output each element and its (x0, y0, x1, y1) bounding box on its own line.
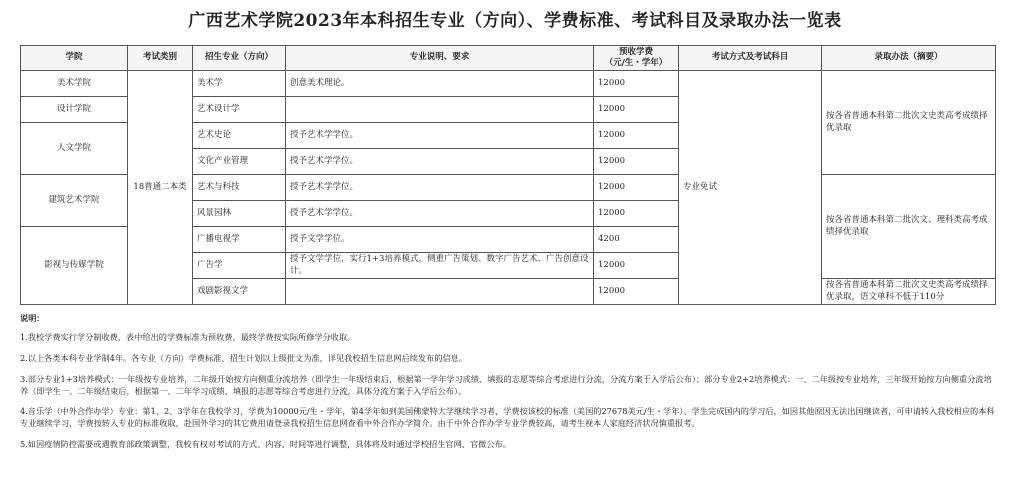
college-cell: 设计学院 (21, 97, 128, 123)
tuition-cell: 12000 (594, 149, 679, 175)
college-cell: 影视与传媒学院 (21, 227, 128, 305)
header-category: 考试类别 (128, 46, 193, 71)
note-item: 5.如因疫情防控需要或遇教育部政策调整，我校有权对考试的方式、内容、时间等进行调整，具体将及时通过学校招生官网、官微公布。 (20, 439, 511, 450)
notes-section (20, 313, 995, 460)
major-cell: 艺术史论 (193, 123, 286, 149)
note-item: 1.我校学费实行学分制收费，表中给出的学费标准为预收费，最终学费按实际所修学分收取。 (20, 331, 356, 342)
admission-cell: 按各省普通本科第二批次文史类高考成绩择优录取，语文单科不低于110分 (822, 279, 996, 305)
desc-cell: 授予文学学位。 (286, 227, 594, 253)
header-major: 招生专业（方向） (193, 46, 286, 71)
desc-cell: 授予文学学位，实行1+3培养模式，侧重广告策划、数字广告艺术、广告创意设计。 (286, 253, 594, 279)
major-cell: 艺术与科技 (193, 175, 286, 201)
admission-cell: 按各省普通本科第二批次文、理科类高考成绩择优录取 (822, 175, 996, 279)
header-admission: 录取办法（摘要） (822, 46, 996, 71)
college-cell: 人文学院 (21, 123, 128, 175)
tuition-cell: 12000 (594, 201, 679, 227)
header-desc: 专业说明、要求 (286, 46, 594, 71)
tuition-cell: 12000 (594, 175, 679, 201)
exam-cell: 专业免试 (679, 71, 822, 305)
admission-cell: 按各省普通本科第二批次文史类高考成绩择优录取 (822, 71, 996, 175)
college-cell: 建筑艺术学院 (21, 175, 128, 227)
tuition-cell: 4200 (594, 227, 679, 253)
tuition-cell: 12000 (594, 123, 679, 149)
major-cell: 艺术设计学 (193, 97, 286, 123)
header-tuition (594, 46, 679, 71)
major-cell: 文化产业管理 (193, 149, 286, 175)
desc-cell (286, 97, 594, 123)
desc-cell: 创意美术理论。 (286, 71, 594, 97)
note-item: 2.以上各类本科专业学制4年。各专业（方向）学费标准、招生计划以上级批文为准，详见我校招生信息网后续发布的信息。 (20, 352, 467, 363)
category-cell: 18普通二本类 (128, 71, 193, 305)
table-row (21, 71, 996, 97)
major-cell: 美术学 (193, 71, 286, 97)
note-item: 4.音乐学（中外合作办学）专业：第1、2、3学年在我校学习，学费为10000元/生・学年，第4学年如到美国佛蒙特大学继续学习者，学费按该校的标准（美国的27678美元/生・学年）。学生完成国内的学习后，如因其他原因无法出国继读者，可申请转入我校相应的本科专业继续学习，学费按转入专业的标准收取，赴国外学习的其它费用请登录我校招生信息网查看中外合作办学简介。由于中外合作办学专业学费较高，请考生视本人家庭经济状况慎重报考。 (20, 406, 995, 429)
tuition-cell: 12000 (594, 279, 679, 305)
header-tuition-line1: 预收学费 (618, 46, 653, 57)
desc-cell: 授予艺术学学位。 (286, 123, 594, 149)
college-cell: 美术学院 (21, 71, 128, 97)
desc-cell: 授予艺术学学位。 (286, 149, 594, 175)
admission-table (20, 45, 996, 305)
note-item: 3.部分专业1+3培养模式：一年级按专业培养，二年级开始按方向侧重分流培养（即学生一年级结束后，根据第一学年学习成绩、填报的志愿等综合考虑进行分流，分流方案于入学后公布）；部分专业2+2培养模式：一、二年级按专业培养，三年级开始按方向侧重分流培养（即学生一、二年级结束后，根据第一、二年学习成绩、填报的志愿等综合考虑进行分流，具体分流方案于入学后公布）。 (20, 373, 992, 396)
notes-heading: 说明： (20, 313, 45, 323)
page-title: 广西艺术学院2023年本科招生专业（方向）、学费标准、考试科目及录取办法一览表 (188, 11, 842, 31)
tuition-cell: 12000 (594, 71, 679, 97)
header-college: 学院 (21, 46, 128, 71)
table-header-row (21, 46, 996, 71)
major-cell: 戏剧影视文学 (193, 279, 286, 305)
desc-cell: 授予艺术学学位。 (286, 175, 594, 201)
desc-cell (286, 279, 594, 305)
major-cell: 风景园林 (193, 201, 286, 227)
tuition-cell: 12000 (594, 253, 679, 279)
major-cell: 广告学 (193, 253, 286, 279)
header-exam: 考试方式及考试科目 (679, 46, 822, 71)
desc-cell: 授予艺术学学位。 (286, 201, 594, 227)
header-tuition-line2: （元/生・学年） (604, 58, 668, 68)
major-cell: 广播电视学 (193, 227, 286, 253)
tuition-cell: 12000 (594, 97, 679, 123)
